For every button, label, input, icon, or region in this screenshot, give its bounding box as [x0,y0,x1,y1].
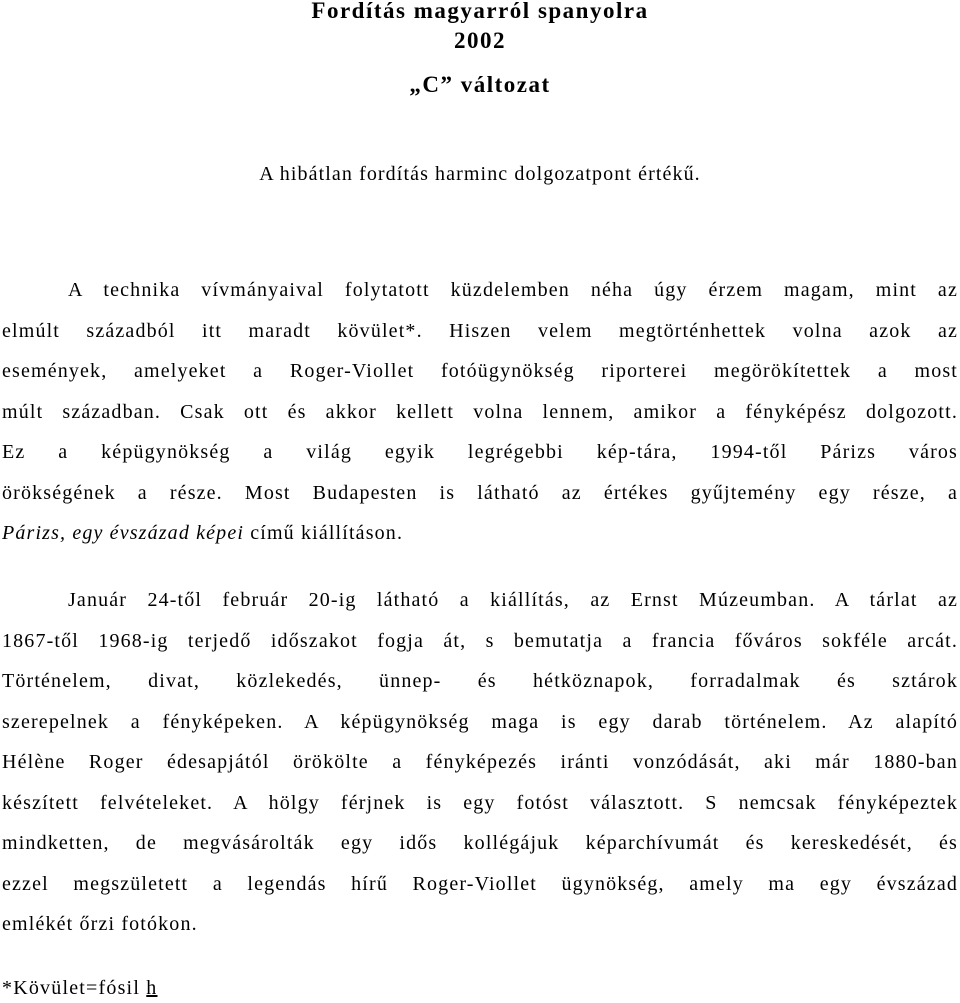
document-title: Fordítás magyarról spanyolra [311,0,649,23]
footnote-underlined: h [146,977,158,999]
footnote [2,975,157,1001]
paragraph-line-rest: című kiállításon. [244,522,404,544]
paragraph-line: készített felvételeket. A hölgy férjnek is egy fotóst választott. S nemcsak fényképeztek [2,791,958,814]
footnote-text: *Kövület=fósil [2,977,147,999]
paragraph-line: Január 24-től február 20-ig látható a kiállítás, az Ernst Múzeumban. A tárlat az [68,589,958,611]
paragraph-line: Történelem, divat, közlekedés, ünnep- és hétköznapok, forradalmak és sztárok [2,670,958,692]
paragraph-line: szerepelnek a fényképeken. A képügynökség maga is egy darab történelem. Az alapító [2,710,958,733]
exhibition-title: Párizs, egy évszázad képei [2,522,245,544]
paragraph-line: ezzel megszületett a legendás hírű Roger-Viollet ügynökség, amely ma egy évszázad [2,872,958,895]
paragraph-line: Hélène Roger édesapjától örökölte a fényképezés iránti vonzódását, aki már 1880-ban [2,751,958,773]
paragraph-line: események, amelyeket a Roger-Viollet fotóügynökség riporterei megörökítettek a most [2,360,958,382]
paragraph-2 [2,580,958,945]
paragraph-line: múlt században. Csak ott és akkor kellett volna lennem, amikor a fényképész dolgozott. [2,400,958,423]
paragraph-line: A technika vívmányaival folytatott küzdelemben néha úgy érzem magam, mint az [68,279,958,301]
paragraph-line: Ez a képügynökség a világ egyik legrégebbi kép-tára, 1994-től Párizs város [2,441,958,463]
paragraph-line: mindketten, de megvásárolták egy idős kollégájuk képarchívumát és kereskedését, és [2,832,958,854]
paragraph-line: emlékét őrzi fotókon. [2,913,198,935]
document-variant: „C” változat [409,72,551,97]
paragraph-last-line [2,513,958,554]
paragraph-line: örökségének a része. Most Budapesten is látható az értékes gyűjtemény egy része, a [2,481,958,504]
document-subtitle: A hibátlan fordítás harminc dolgozatpont értékű. [259,163,701,185]
paragraph-line: elmúlt századból itt maradt kövület*. Hiszen velem megtörténhettek volna azok az [2,319,958,342]
paragraph-1 [2,270,958,554]
document-year: 2002 [454,28,506,53]
paragraph-line: 1867-től 1968-ig terjedő időszakot fogja át, s bemutatja a francia főváros sokféle arcát. [2,629,958,652]
